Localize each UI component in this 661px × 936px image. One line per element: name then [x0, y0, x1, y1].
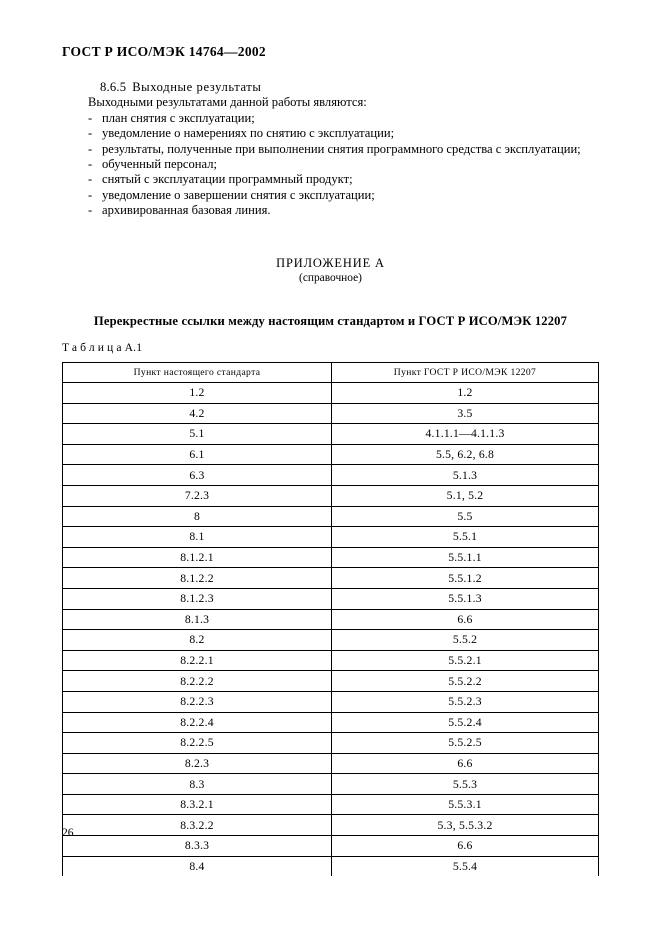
- table-row: [63, 506, 599, 527]
- table-header-row: [63, 363, 599, 383]
- cell-iso-12207: 5.5.1: [332, 527, 599, 548]
- list-dash-marker: -: [88, 141, 93, 156]
- table-row: [63, 774, 599, 795]
- running-header: ГОСТ Р ИСО/МЭК 14764—2002: [62, 44, 266, 59]
- table-row: [63, 609, 599, 630]
- output-list-item-label: уведомление о намерениях по снятию с эксплуатации;: [102, 126, 395, 141]
- cell-current-standard: 8: [63, 506, 332, 527]
- outputs-list: [88, 111, 598, 219]
- table-row: [63, 815, 599, 836]
- table-row: [63, 383, 599, 404]
- table-head: [63, 363, 599, 383]
- cell-iso-12207: 5.5.3: [332, 774, 599, 795]
- column-header-iso-12207: Пункт ГОСТ Р ИСО/МЭК 12207: [332, 363, 599, 383]
- cell-iso-12207: 5.5.2.2: [332, 671, 599, 692]
- list-dash-marker: -: [88, 110, 93, 125]
- column-header-current-standard: Пункт настоящего стандарта: [63, 363, 332, 383]
- output-list-item: [88, 126, 598, 141]
- appendix-subtitle: (справочное): [299, 272, 362, 284]
- cell-iso-12207: 3.5: [332, 403, 599, 424]
- cell-current-standard: 8.2.2.2: [63, 671, 332, 692]
- appendix-heading: [0, 256, 661, 286]
- table-body: [63, 383, 599, 877]
- cell-current-standard: 8.4: [63, 856, 332, 876]
- table-row: [63, 403, 599, 424]
- clause-body: [88, 80, 598, 219]
- cell-iso-12207: 1.2: [332, 383, 599, 404]
- table-row: [63, 568, 599, 589]
- table-row: [63, 485, 599, 506]
- table-row: [63, 630, 599, 651]
- cell-iso-12207: 5.5, 6.2, 6.8: [332, 444, 599, 465]
- output-list-item: [88, 142, 598, 157]
- cell-current-standard: 8.3: [63, 774, 332, 795]
- cell-current-standard: 1.2: [63, 383, 332, 404]
- clause-title: Выходные результаты: [132, 80, 262, 94]
- table-caption-number: А.1: [124, 341, 143, 354]
- output-list-item-label: результаты, полученные при выполнении снятия программного средства с эксплуатации;: [102, 141, 581, 156]
- cell-current-standard: 7.2.3: [63, 485, 332, 506]
- cell-iso-12207: 6.6: [332, 609, 599, 630]
- output-list-item-label: план снятия с эксплуатации;: [102, 110, 255, 125]
- list-dash-marker: -: [88, 157, 93, 172]
- output-list-item-label: уведомление о завершении снятия с эксплуатации;: [102, 187, 375, 202]
- list-dash-marker: -: [88, 203, 93, 218]
- cell-iso-12207: 6.6: [332, 753, 599, 774]
- cell-iso-12207: 5.5.1.3: [332, 588, 599, 609]
- page-number: 26: [62, 826, 74, 839]
- table-row: [63, 444, 599, 465]
- cell-current-standard: 8.1: [63, 527, 332, 548]
- cell-iso-12207: 5.5.2.4: [332, 712, 599, 733]
- output-list-item: [88, 111, 598, 126]
- cell-iso-12207: 5.5.2: [332, 630, 599, 651]
- clause-heading: [100, 80, 598, 95]
- cell-iso-12207: 5.3, 5.5.3.2: [332, 815, 599, 836]
- cell-iso-12207: 5.1, 5.2: [332, 485, 599, 506]
- cell-current-standard: 8.3.2.1: [63, 794, 332, 815]
- cell-current-standard: 8.3.3: [63, 836, 332, 857]
- cell-current-standard: 8.2.2.1: [63, 650, 332, 671]
- cross-reference-table: [62, 362, 599, 876]
- cell-iso-12207: 6.6: [332, 836, 599, 857]
- table-row: [63, 527, 599, 548]
- table-row: [63, 712, 599, 733]
- cell-current-standard: 8.2.2.5: [63, 733, 332, 754]
- table-row: [63, 794, 599, 815]
- cell-current-standard: 4.2: [63, 403, 332, 424]
- table-row: [63, 424, 599, 445]
- cell-iso-12207: 5.5.2.5: [332, 733, 599, 754]
- table-caption: [62, 341, 142, 354]
- table-row: [63, 733, 599, 754]
- table-row: [63, 836, 599, 857]
- output-list-item: [88, 203, 598, 218]
- output-list-item: [88, 172, 598, 187]
- clause-intro: Выходными результатами данной работы являются:: [88, 95, 367, 110]
- cell-iso-12207: 5.5.2.3: [332, 691, 599, 712]
- table-row: [63, 588, 599, 609]
- cell-current-standard: 6.3: [63, 465, 332, 486]
- table-row: [63, 691, 599, 712]
- cell-current-standard: 8.1.2.1: [63, 547, 332, 568]
- output-list-item-label: снятый с эксплуатации программный продукт;: [102, 172, 353, 187]
- cell-current-standard: 8.3.2.2: [63, 815, 332, 836]
- list-dash-marker: -: [88, 126, 93, 141]
- table-row: [63, 547, 599, 568]
- cell-iso-12207: 5.5: [332, 506, 599, 527]
- output-list-item-label: архивированная базовая линия.: [102, 203, 271, 218]
- table-row: [63, 465, 599, 486]
- cell-iso-12207: 5.5.1.2: [332, 568, 599, 589]
- list-dash-marker: -: [88, 172, 93, 187]
- cell-current-standard: 8.1.3: [63, 609, 332, 630]
- cell-current-standard: 8.2.2.3: [63, 691, 332, 712]
- list-dash-marker: -: [88, 187, 93, 202]
- cell-current-standard: 8.1.2.2: [63, 568, 332, 589]
- cell-current-standard: 8.2.2.4: [63, 712, 332, 733]
- cell-iso-12207: 5.5.1.1: [332, 547, 599, 568]
- output-list-item-label: обученный персонал;: [102, 157, 218, 172]
- cell-iso-12207: 4.1.1.1—4.1.1.3: [332, 424, 599, 445]
- table-caption-word: Таблица: [62, 341, 125, 354]
- output-list-item: [88, 188, 598, 203]
- cell-iso-12207: 5.5.3.1: [332, 794, 599, 815]
- table-row: [63, 753, 599, 774]
- appendix-title: ПРИЛОЖЕНИЕ А: [276, 256, 385, 270]
- table-row: [63, 650, 599, 671]
- cell-iso-12207: 5.5.2.1: [332, 650, 599, 671]
- cell-iso-12207: 5.1.3: [332, 465, 599, 486]
- table-row: [63, 856, 599, 876]
- cell-current-standard: 8.2.3: [63, 753, 332, 774]
- cell-iso-12207: 5.5.4: [332, 856, 599, 876]
- cell-current-standard: 8.2: [63, 630, 332, 651]
- clause-number: 8.6.5: [100, 80, 127, 94]
- cell-current-standard: 5.1: [63, 424, 332, 445]
- annex-section-title: Перекрестные ссылки между настоящим стандартом и ГОСТ Р ИСО/МЭК 12207: [93, 314, 568, 328]
- cell-current-standard: 6.1: [63, 444, 332, 465]
- cell-current-standard: 8.1.2.3: [63, 588, 332, 609]
- table-row: [63, 671, 599, 692]
- output-list-item: [88, 157, 598, 172]
